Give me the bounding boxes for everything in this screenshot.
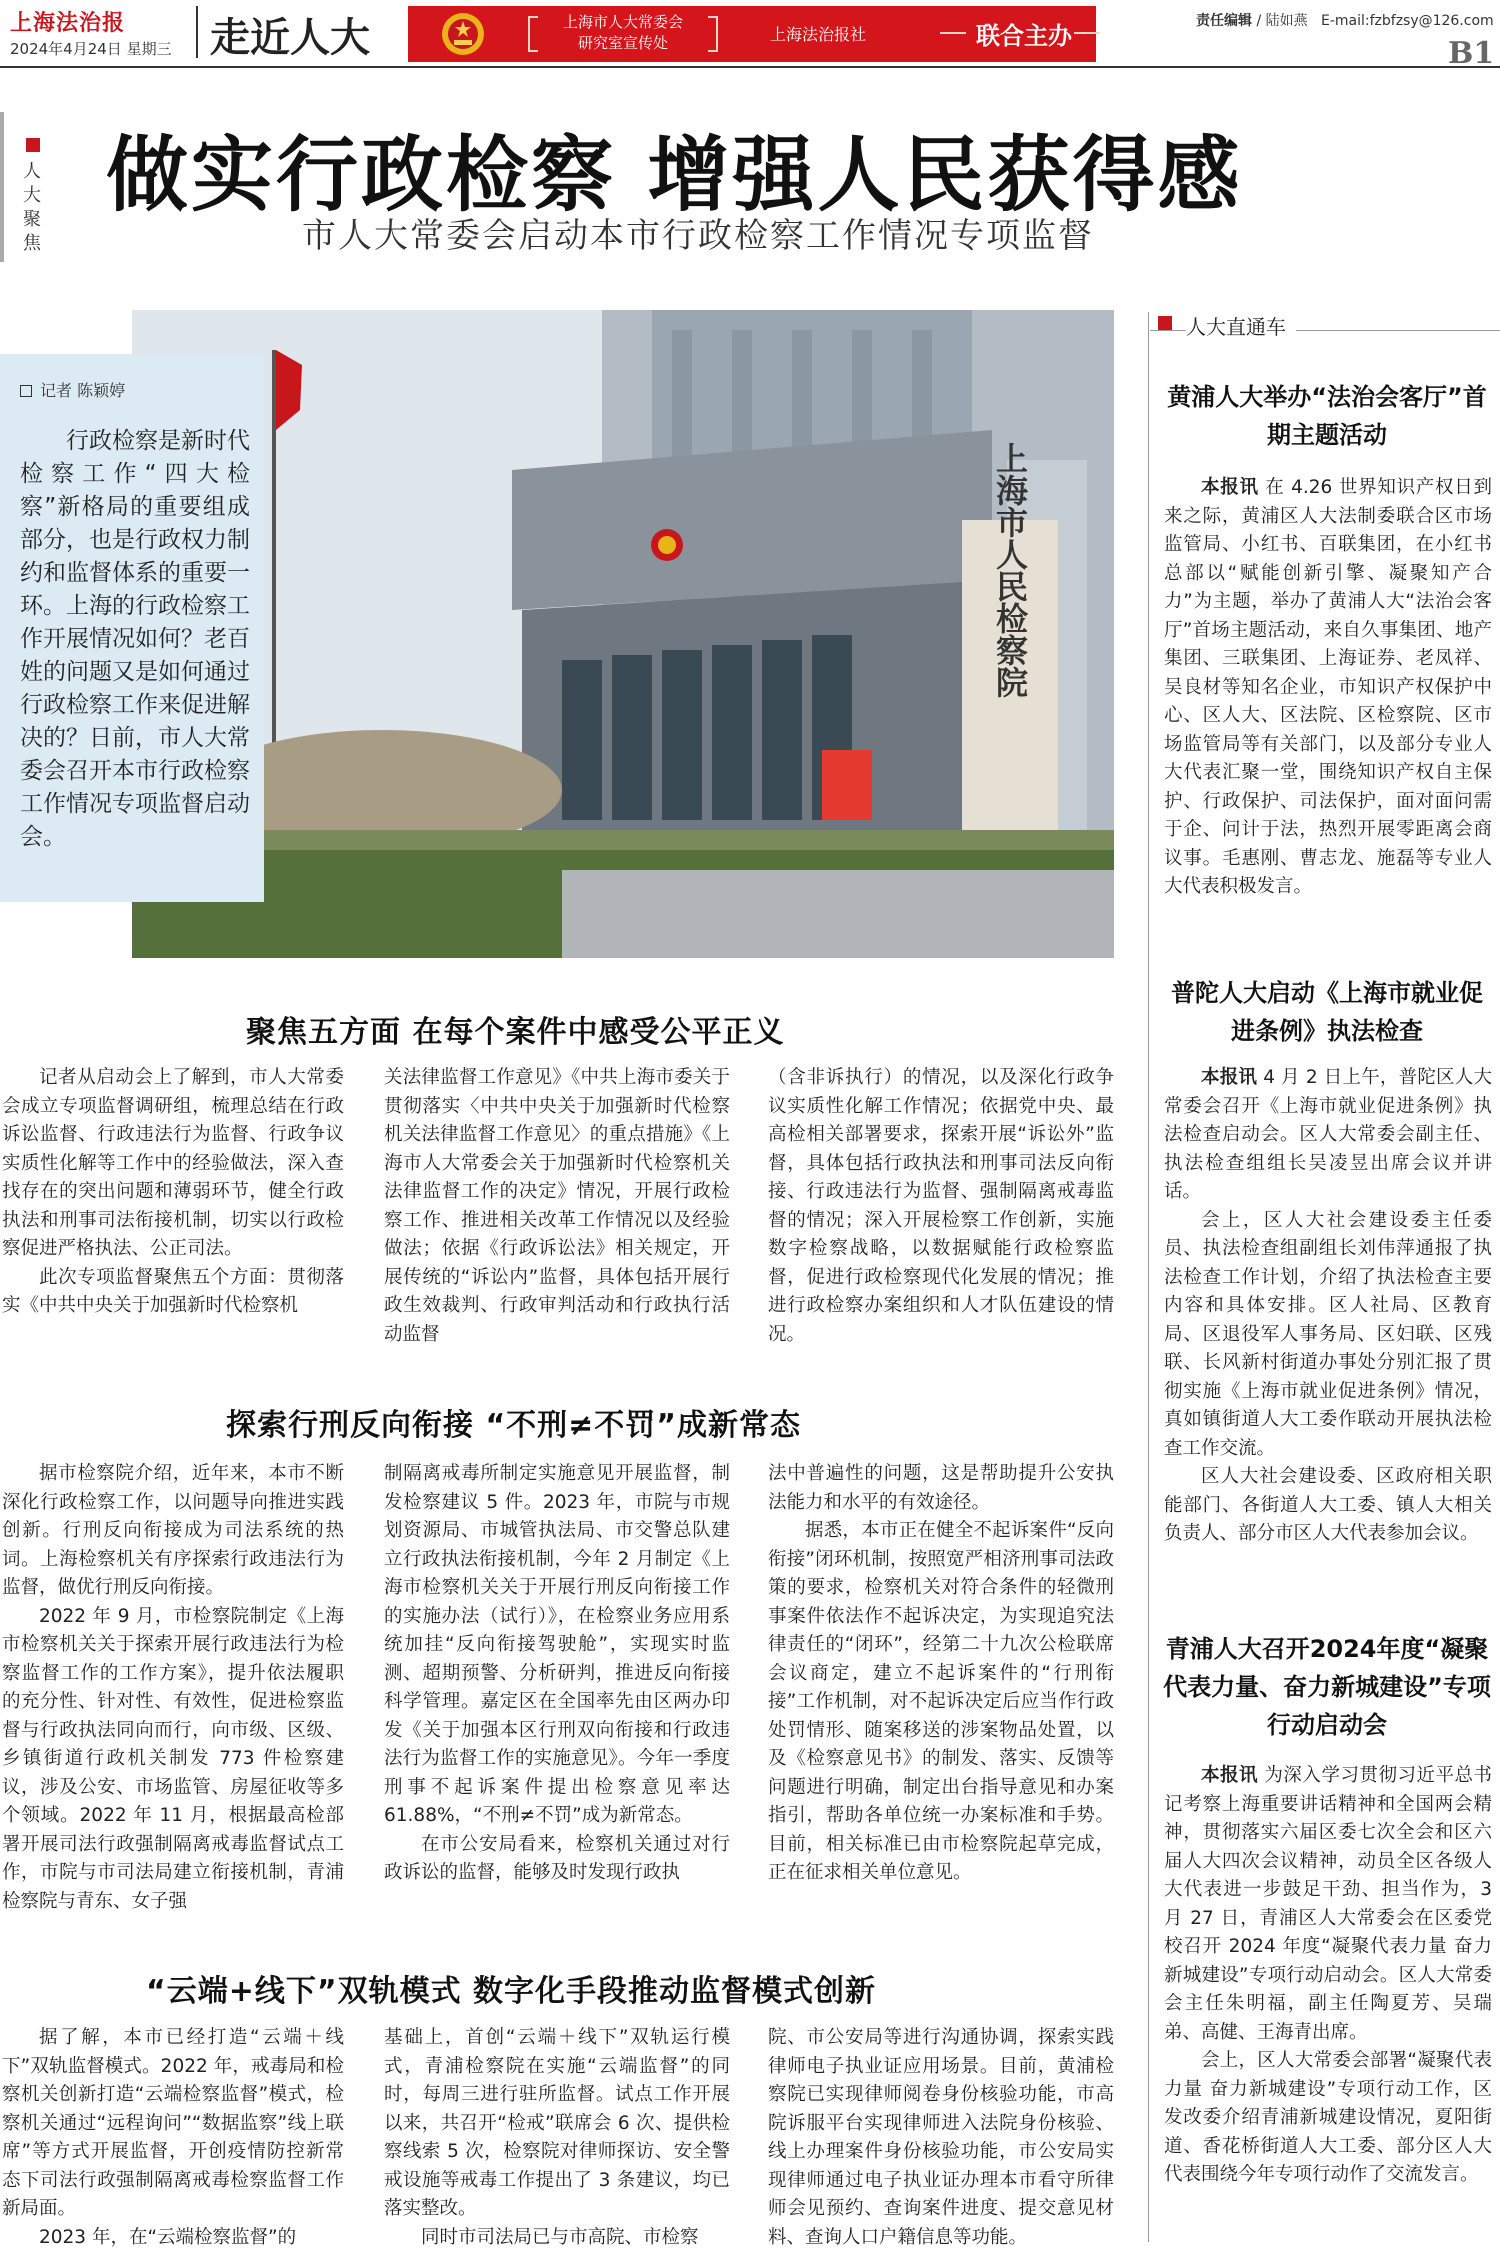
section1-col1 xyxy=(2,1064,344,1354)
news3-p2: 会上，区人大常委会部署“凝聚代表力量 奋力新城建设”专项行动工作，区发改委介绍青浦新城建设情况，夏阳街道、香花桥街道人大工委、部分区人大代表围绕今年专项行动作了交流发言。 xyxy=(1164,2050,1492,2185)
section1-col1-p1: 记者从启动会上了解到，市人大常委会成立专项监督调研组，梳理总结在行政诉讼监督、行政违法行为监督、行政争议实质性化解等工作中的经验做法，深入查找存在的突出问题和薄弱环节，健全行政执法和刑事司法衔接机制，切实以行政检察促进严格执法、公正司法。 xyxy=(2,1067,344,1259)
page-number: B1 xyxy=(1448,36,1495,71)
news2-p3: 区人大社会建设委、区政府相关职能部门、各街道人大工委、镇人大相关负责人、部分市区人大代表参加会议。 xyxy=(1164,1466,1492,1544)
news1-body xyxy=(1164,474,1492,960)
national-emblem-icon xyxy=(438,10,488,58)
section2-col2-p2: 在市公安局看来，检察机关通过对行政诉讼的监督，能够及时发现行政执 xyxy=(384,1833,730,1883)
byline-text: 记者 陈颖婷 xyxy=(40,381,126,400)
section3-col1-p1: 据了解，本市已经打造“云端＋线下”双轨监督模式。2022 年，戒毒局和检察机关创新打造“云端检察监督”模式，检察机关通过“远程询问”“数据监察”线上联席”等方式开展监督，开创疫情防控新常态下司法行政强制隔离戒毒检察监督工作新局面。 xyxy=(2,2027,344,2219)
banner-bracket-right xyxy=(708,16,718,52)
editor-info: 责任编辑 / 陆如燕 E-mail:fzbfzsy@126.com xyxy=(1196,13,1494,29)
byline xyxy=(20,378,250,401)
section2-col3-p2: 据悉，本市正在健全不起诉案件“反向衔接”闭环机制，按照宽严相济刑事司法政策的要求，检察机关对符合条件的轻微刑事案件依法作不起诉决定，为实现追究法律责任的“闭环”，经第二十九次公检联席会议商定，建立不起诉案件的“行刑衔接”工作机制，对不起诉决定后应当作行政处罚情形、随案移送的涉案物品处置，以及《检察意见书》的制发、落实、反馈等问题进行明确，制定出台指导意见和办案指引，帮助各单位统一办案标准和手势。目前，相关标准已由市检察院起草完成，正在征求相关单位意见。 xyxy=(768,1520,1114,1883)
news1-p1-text: 在 4.26 世界知识产权日到来之际，黄浦区人大法制委联合区市场监管局、小红书、百联集团，在小红书总部以“赋能创新引擎、凝聚知产合力”为主题，举办了黄浦人大“法治会客厅”首场主题活动，来自久事集团、地产集团、三联集团、上海证券、老凤祥、吴良材等知名企业，市知识产权保护中心、区人大、区法院、区检察院、区市场监管局等有关部门，以及部分专业人大代表汇聚一堂，围绕知识产权自主保护、行政保护、司法保护，面对面问需于企、问计于法，热烈开展零距离会商议事。毛惠刚、曹志龙、施磊等专业人大代表积极发言。 xyxy=(1164,477,1492,897)
section2-col1 xyxy=(2,1460,344,1920)
news2-title: 普陀人大启动《上海市就业促进条例》执法检查 xyxy=(1171,979,1483,1045)
section2-col3-p1: 法中普遍性的问题，这是帮助提升公安执法能力和水平的有效途径。 xyxy=(768,1463,1114,1513)
headline: 做实行政检察 增强人民获得感 xyxy=(106,127,1243,223)
news3-p1 xyxy=(1164,1762,1492,2047)
banner-line-right xyxy=(1074,32,1100,34)
focus-bar xyxy=(0,112,4,262)
news1-report-label: 本报讯 xyxy=(1201,477,1259,498)
issue-date: 2024年4月24日 星期三 xyxy=(10,40,172,58)
section1-col1-p2: 此次专项监督聚焦五个方面：贯彻落实《中共中央关于加强新时代检察机 xyxy=(2,1266,344,1316)
procuratorate-photo xyxy=(132,310,1114,958)
lead-text: 行政检察是新时代检察工作“四大检察”新格局的重要组成部分，也是行政权力制约和监督体系的重要一环。上海的行政检察工作开展情况如何？老百姓的问题又是如何通过行政检察工作来促进解决的？日前，市人大常委会召开本市行政检察工作情况专项监督启动会。 xyxy=(20,428,250,850)
editor-email: E-mail:fzbfzsy@126.com xyxy=(1320,13,1494,29)
focus-label: 人大聚焦 xyxy=(23,161,41,254)
news3-p1-text: 为深入学习贯彻习近平总书记考察上海重要讲话精神和全国两会精神，贯彻落实六届区委七次全会和区六届人大四次会议精神，动员全区各级人大代表进一步鼓足干劲、担当作为，3 月 27 日，青浦区人大常委会在区委党校召开 2024 年度“凝聚代表力量 奋力新城建设”专项行动启动会。区人大常委会主任朱明福，副主任陶夏芳、吴瑞弟、高健、王海青出席。 xyxy=(1164,1765,1492,2043)
section3-col1 xyxy=(2,2024,344,2252)
section2-heading: 探索行刑反向衔接 “不刑≠不罚”成新常态 xyxy=(226,1408,802,1443)
focus-marker xyxy=(26,138,40,152)
section2-col2-p1: 制隔离戒毒所制定实施意见开展监督，制发检察建议 5 件。2023 年，市院与市规划资源局、市城管执法局、市交警总队建立行政执法衔接机制，今年 2 月制定《上海市检察机关关于开展行刑反向衔接工作的实施办法（试行）》，在检察业务应用系统加挂“反向衔接驾驶舱”，实现实时监测、超期预警、分析研判，推进反向衔接科学管理。嘉定区在全国率先由区两办印发《关于加强本区行刑双向衔接和行政违法行为监督工作的实施意见》。今年一季度刑事不起诉案件提出检察意见率达 61.88%，“不刑≠不罚”成为新常态。 xyxy=(384,1463,730,1826)
news1-title: 黄浦人大举办“法治会客厅”首期主题活动 xyxy=(1167,383,1487,449)
section3-col3 xyxy=(768,2024,1114,2252)
news2-p1-text: 4 月 2 日上午，普陀区人大常委会召开《上海市就业促进条例》执法检查启动会。区人大常委会副主任、执法检查组组长吴凌昱出席会议并讲话。 xyxy=(1164,1067,1492,1202)
section-title: 走近人大 xyxy=(210,15,370,61)
section1-col3-p1: （含非诉执行）的情况，以及深化行政争议实质性化解工作情况；依据党中央、最高检相关部署要求，探索开展“诉讼外”监督，具体包括行政执法和刑事司法反向衔接、行政违法行为监督、强制隔离戒毒监督的情况；深入开展检察工作创新，实施数字检察战略，以数据赋能行政检察监督，促进行政检察现代化发展的情况；推进行政检察办案组织和人才队伍建设的情况。 xyxy=(768,1067,1114,1345)
banner-line-left xyxy=(940,32,966,34)
section2-col1-p2: 2022 年 9 月，市检察院制定《上海市检察机关关于探索开展行政违法行为检察监督工作的工作方案》，提升依法履职的充分性、针对性、有效性，促进检察监督与行政执法同向而行，向市级、区级、乡镇街道行政机关制发 773 件检察建议，涉及公安、市场监管、房屋征收等多个领域。2022 年 11 月，根据最高检部署开展司法行政强制隔离戒毒监督试点工作，市院与市司法局建立衔接机制，青浦检察院与青东、女子强 xyxy=(2,1605,344,1912)
section3-col2-p1: 基础上，首创“云端＋线下”双轨运行模式，青浦检察院在实施“云端监督”的同时，每周三进行驻所监督。试点工作开展以来，共召开“检戒”联席会 6 次、提供检察线索 5 次，检察院对律师探访、安全警戒设施等戒毒工作提出了 3 条建议，均已落实整改。 xyxy=(384,2027,730,2219)
building-illustration xyxy=(132,310,1114,958)
section3-col3-p1: 院、市公安局等进行沟通协调，探索实践律师电子执业证应用场景。目前，黄浦检察院已实现律师阅卷身份核验功能，市高院诉服平台实现律师进入法院身份核验、线上办理案件身份核验功能，市公安局实现律师通过电子执业证办理本市看守所律师会见预约、查询案件进度、提交意见材料、查询人口户籍信息等功能。 xyxy=(768,2027,1114,2248)
news1-p1 xyxy=(1164,474,1492,902)
section1-heading: 聚焦五方面 在每个案件中感受公平正义 xyxy=(246,1015,785,1050)
byline-box-icon xyxy=(20,385,32,397)
banner-org-1 xyxy=(540,12,706,54)
section3-col2 xyxy=(384,2024,730,2252)
news3-title: 青浦人大召开2024年度“凝聚代表力量、奋力新城建设”专项行动启动会 xyxy=(1163,1635,1491,1739)
news3-body xyxy=(1164,1762,1492,2250)
banner-org-1-line2: 研究室宣传处 xyxy=(577,34,668,52)
news2-p1 xyxy=(1164,1064,1492,1207)
news2-p2: 会上，区人大社会建设委主任委员、执法检查组副组长刘伟萍通报了执法检查工作计划，介绍了执法检查主要内容和具体安排。区人社局、区教育局、区退役军人事务局、区妇联、区残联、长风新村街道办事处分别汇报了贯彻实施《上海市就业促进条例》情况，真如镇街道人大工委作联动开展执法检查工作交流。 xyxy=(1164,1209,1492,1459)
section2-col3 xyxy=(768,1460,1114,1920)
news2-report-label: 本报讯 xyxy=(1201,1067,1258,1088)
section1-col2-p1: 关法律监督工作意见》《中共上海市委关于贯彻落实〈中共中央关于加强新时代检察机关法律监督工作意见〉的重点措施》《上海市人大常委会关于加强新时代检察机关法律监督工作的决定》情况，开展行政检察工作、推进相关改革工作情况以及经验做法；依据《行政诉讼法》相关规定，开展传统的“诉讼内”监督，具体包括开展行政生效裁判、行政审判活动和行政执行活动监督 xyxy=(384,1067,730,1345)
section3-col2-p2: 同时市司法局已与市高院、市检察 xyxy=(421,2226,699,2248)
right-column-divider xyxy=(1148,312,1149,2242)
right-column-marker xyxy=(1158,316,1172,330)
editor-label: 责任编辑 xyxy=(1196,13,1252,29)
sign-text: 上海市人民检察院 xyxy=(991,442,1029,698)
editor-name: 陆如燕 xyxy=(1265,13,1308,29)
banner-cohost: 联合主办 xyxy=(976,22,1072,50)
section3-heading: “云端+线下”双轨模式 数字化手段推动监督模式创新 xyxy=(146,1974,877,2009)
section1-col3 xyxy=(768,1064,1114,1354)
section2-col2 xyxy=(384,1460,730,1920)
section3-col1-p2: 2023 年，在“云端检察监督”的 xyxy=(39,2226,297,2248)
banner-org-1-line1: 上海市人大常委会 xyxy=(562,13,683,31)
section2-col1-p1: 据市检察院介绍，近年来，本市不断深化行政检察工作，以问题导向推进实践创新。行刑反向衔接成为司法系统的热词。上海检察机关有序探索行政违法行为监督，做优行刑反向衔接。 xyxy=(2,1463,344,1598)
news3-report-label: 本报讯 xyxy=(1201,1765,1259,1786)
right-column-label: 人大直通车 xyxy=(1186,311,1296,340)
masthead-divider xyxy=(196,6,198,58)
lead-box xyxy=(0,354,264,902)
news2-body xyxy=(1164,1064,1492,1616)
section1-col2 xyxy=(384,1064,730,1354)
banner-org-2: 上海法治报社 xyxy=(770,25,867,44)
paper-logo: 上海法治报 xyxy=(10,10,126,36)
subheadline: 市人大常委会启动本市行政检察工作情况专项监督 xyxy=(302,216,1094,256)
banner-bracket-left xyxy=(528,16,538,52)
